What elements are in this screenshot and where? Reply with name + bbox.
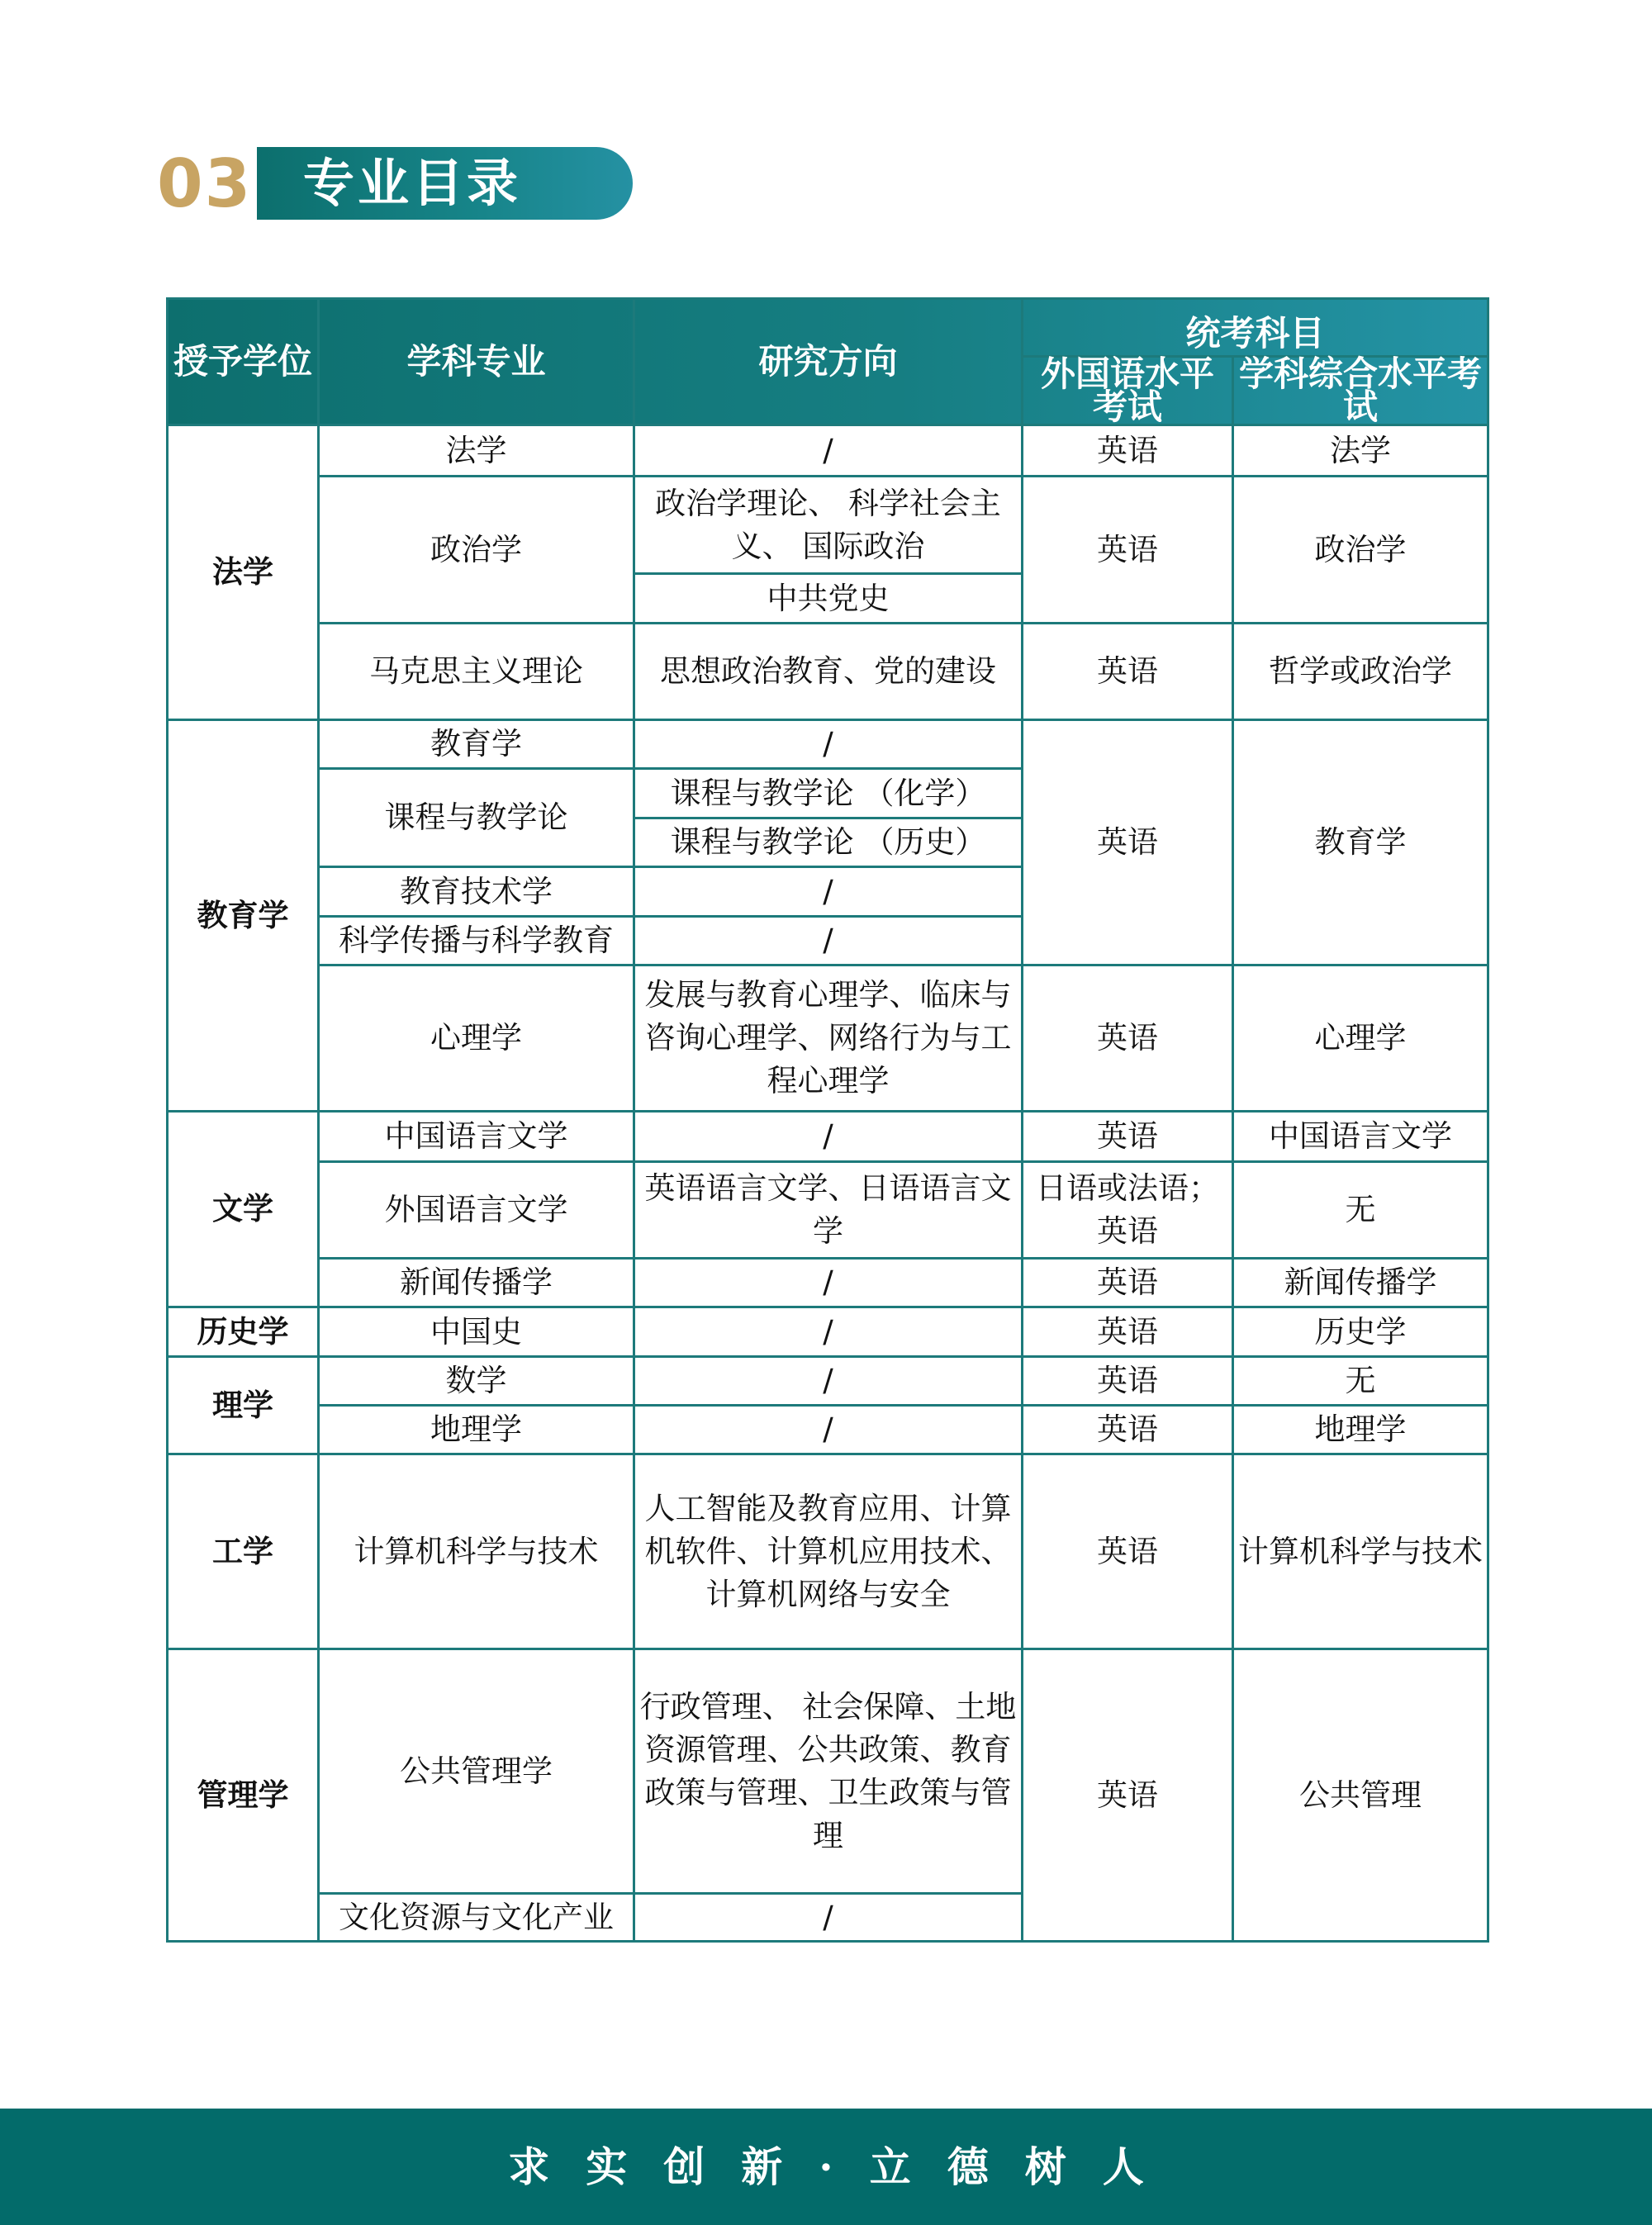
major-cell: 科学传播与科学教育 <box>319 917 634 965</box>
table-row <box>168 1112 1488 1162</box>
degree-cell: 法学 <box>168 425 319 720</box>
major-cell: 公共管理学 <box>319 1649 634 1894</box>
degree-cell: 教育学 <box>168 720 319 1112</box>
section-banner <box>257 147 633 220</box>
subject-exam-cell: 新闻传播学 <box>1233 1259 1488 1307</box>
footer-motto: 求实创新·立德树人 <box>508 2142 1180 2191</box>
major-cell: 心理学 <box>319 965 634 1112</box>
direction-cell: 中共党史 <box>634 574 1023 624</box>
major-cell: 地理学 <box>319 1406 634 1454</box>
degree-cell: 管理学 <box>168 1649 319 1942</box>
header-direction: 研究方向 <box>634 299 1023 425</box>
header-subject-exam: 学科综合水平考试 <box>1233 357 1488 425</box>
header-foreign-exam: 外国语水平考试 <box>1023 357 1233 425</box>
subject-exam-cell: 地理学 <box>1233 1406 1488 1454</box>
foreign-exam-cell: 英语 <box>1023 1259 1233 1307</box>
degree-cell: 文学 <box>168 1112 319 1307</box>
direction-cell: / <box>634 1112 1023 1162</box>
direction-cell: / <box>634 1406 1023 1454</box>
foreign-exam-cell: 日语或法语；英语 <box>1023 1162 1233 1259</box>
subject-exam-cell: 中国语言文学 <box>1233 1112 1488 1162</box>
section-number: 03 <box>157 145 253 222</box>
table-row <box>168 1162 1488 1259</box>
direction-cell: / <box>634 425 1023 477</box>
major-cell: 数学 <box>319 1357 634 1406</box>
major-cell: 课程与教学论 <box>319 769 634 867</box>
table-row <box>168 965 1488 1112</box>
direction-cell: / <box>634 917 1023 965</box>
foreign-exam-cell: 英语 <box>1023 720 1233 965</box>
catalog-table <box>166 297 1489 1943</box>
degree-cell: 理学 <box>168 1357 319 1454</box>
table-row <box>168 477 1488 574</box>
foreign-exam-cell: 英语 <box>1023 1406 1233 1454</box>
direction-cell: 行政管理、 社会保障、土地资源管理、公共政策、教育政策与管理、卫生政策与管理 <box>634 1649 1023 1894</box>
major-cell: 中国史 <box>319 1307 634 1357</box>
table-row <box>168 1406 1488 1454</box>
subject-exam-cell: 公共管理 <box>1233 1649 1488 1942</box>
direction-cell: 发展与教育心理学、临床与咨询心理学、网络行为与工程心理学 <box>634 965 1023 1112</box>
table-row <box>168 1454 1488 1649</box>
foreign-exam-cell: 英语 <box>1023 1454 1233 1649</box>
degree-cell: 工学 <box>168 1454 319 1649</box>
major-cell: 教育技术学 <box>319 867 634 917</box>
major-cell: 政治学 <box>319 477 634 624</box>
header-major: 学科专业 <box>319 299 634 425</box>
foreign-exam-cell: 英语 <box>1023 477 1233 624</box>
footer-bar <box>0 2109 1652 2225</box>
foreign-exam-cell: 英语 <box>1023 965 1233 1112</box>
table-row <box>168 1307 1488 1357</box>
direction-cell: 课程与教学论 （历史） <box>634 818 1023 867</box>
major-cell: 外国语言文学 <box>319 1162 634 1259</box>
direction-cell: 政治学理论、 科学社会主义、 国际政治 <box>634 477 1023 574</box>
major-cell: 文化资源与文化产业 <box>319 1894 634 1942</box>
table-row <box>168 720 1488 769</box>
major-cell: 计算机科学与技术 <box>319 1454 634 1649</box>
table-row <box>168 425 1488 477</box>
direction-cell: / <box>634 1357 1023 1406</box>
foreign-exam-cell: 英语 <box>1023 1357 1233 1406</box>
table-row <box>168 624 1488 720</box>
subject-exam-cell: 无 <box>1233 1162 1488 1259</box>
direction-cell: / <box>634 1259 1023 1307</box>
direction-cell: / <box>634 1307 1023 1357</box>
subject-exam-cell: 计算机科学与技术 <box>1233 1454 1488 1649</box>
major-cell: 法学 <box>319 425 634 477</box>
degree-cell: 历史学 <box>168 1307 319 1357</box>
table-row <box>168 1649 1488 1894</box>
subject-exam-cell: 无 <box>1233 1357 1488 1406</box>
major-cell: 马克思主义理论 <box>319 624 634 720</box>
subject-exam-cell: 哲学或政治学 <box>1233 624 1488 720</box>
subject-exam-cell: 法学 <box>1233 425 1488 477</box>
direction-cell: / <box>634 867 1023 917</box>
foreign-exam-cell: 英语 <box>1023 1649 1233 1942</box>
table-row <box>168 1357 1488 1406</box>
direction-cell: / <box>634 720 1023 769</box>
foreign-exam-cell: 英语 <box>1023 1112 1233 1162</box>
direction-cell: / <box>634 1894 1023 1942</box>
direction-cell: 英语语言文学、日语语言文学 <box>634 1162 1023 1259</box>
subject-exam-cell: 历史学 <box>1233 1307 1488 1357</box>
foreign-exam-cell: 英语 <box>1023 624 1233 720</box>
section-title: 专业目录 <box>303 153 522 213</box>
foreign-exam-cell: 英语 <box>1023 425 1233 477</box>
program-catalog <box>166 297 1487 1943</box>
major-cell: 教育学 <box>319 720 634 769</box>
major-cell: 中国语言文学 <box>319 1112 634 1162</box>
direction-cell: 人工智能及教育应用、计算机软件、计算机应用技术、计算机网络与安全 <box>634 1454 1023 1649</box>
direction-cell: 课程与教学论 （化学） <box>634 769 1023 818</box>
direction-cell: 思想政治教育、党的建设 <box>634 624 1023 720</box>
table-row <box>168 1259 1488 1307</box>
subject-exam-cell: 教育学 <box>1233 720 1488 965</box>
subject-exam-cell: 政治学 <box>1233 477 1488 624</box>
subject-exam-cell: 心理学 <box>1233 965 1488 1112</box>
major-cell: 新闻传播学 <box>319 1259 634 1307</box>
foreign-exam-cell: 英语 <box>1023 1307 1233 1357</box>
header-exam-group: 统考科目 <box>1023 299 1488 357</box>
header-degree: 授予学位 <box>168 299 319 425</box>
